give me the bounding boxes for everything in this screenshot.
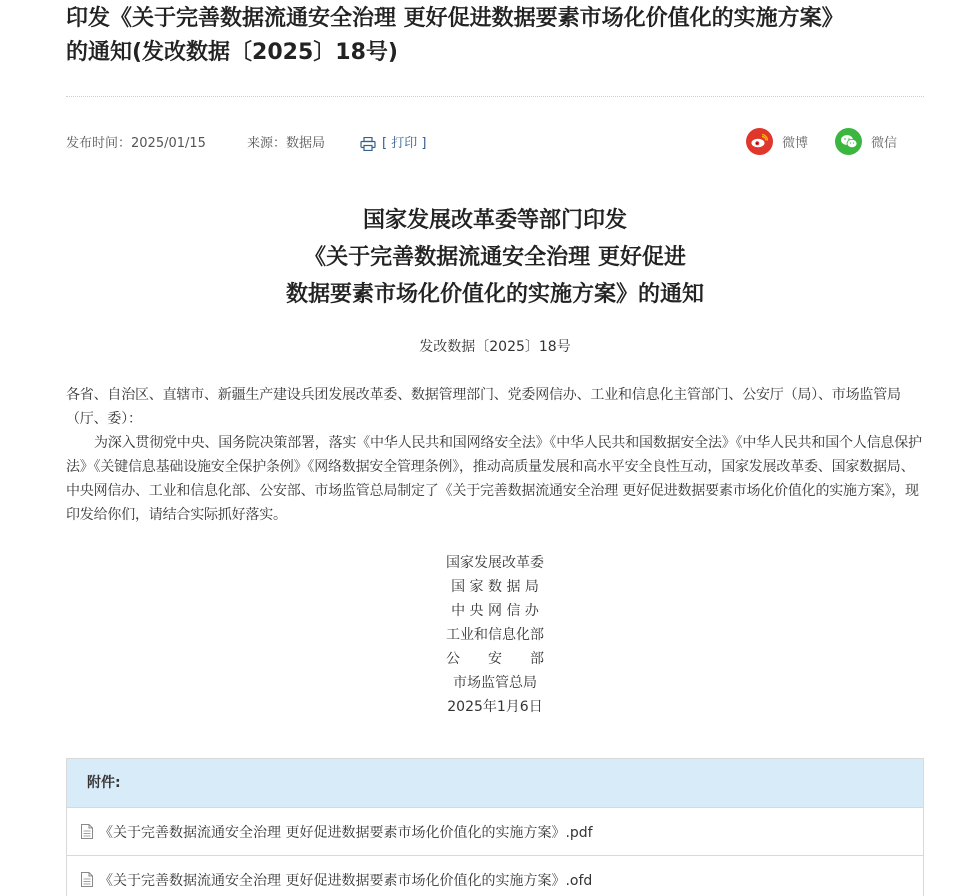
print-button[interactable]	[360, 134, 426, 154]
document-number: 发改数据〔2025〕18号	[419, 339, 571, 355]
header-divider	[66, 96, 924, 97]
document-addressee: 各省、自治区、直辖市、新疆生产建设兵团发展改革委、数据管理部门、党委网信办、工业和信息化主管部门、公安厅（局）、市场监管局（厅、委）：	[66, 387, 901, 427]
signatory: 中 央 网 信 办	[451, 603, 539, 619]
weibo-label: 微博	[782, 135, 809, 151]
file-icon	[81, 872, 93, 887]
file-icon	[81, 824, 93, 839]
signatory: 国家发展改革委	[446, 555, 544, 571]
attachments-header: 附件:	[67, 759, 923, 807]
share-weibo-button[interactable]	[746, 127, 808, 155]
headline-line-1: 印发《关于完善数据流通安全治理 更好促进数据要素市场化价值化的实施方案》	[66, 6, 844, 31]
document-title-line: 数据要素市场化价值化的实施方案》的通知	[285, 282, 704, 307]
document-title-line: 《关于完善数据流通安全治理 更好促进	[304, 245, 686, 270]
wechat-icon	[835, 128, 862, 155]
wechat-label: 微信	[871, 135, 898, 151]
document-title	[66, 202, 924, 313]
attachment-filename: 《关于完善数据流通安全治理 更好促进数据要素市场化价值化的实施方案》.pdf	[99, 824, 593, 841]
print-icon	[360, 137, 376, 151]
attachment-filename: 《关于完善数据流通安全治理 更好促进数据要素市场化价值化的实施方案》.ofd	[99, 872, 593, 889]
attachment-link-pdf[interactable]	[67, 807, 923, 855]
headline-line-2: 的通知(发改数据〔2025〕18号)	[66, 40, 398, 65]
document-title-line: 国家发展改革委等部门印发	[362, 208, 627, 233]
document-signatories	[395, 551, 595, 719]
attachment-link-ofd[interactable]	[67, 855, 923, 896]
share-wechat-button[interactable]	[835, 127, 897, 155]
article-source: 来源：数据局	[247, 136, 326, 151]
signatory: 市场监管总局	[453, 675, 537, 691]
document-body-paragraph: 为深入贯彻党中央、国务院决策部署，落实《中华人民共和国网络安全法》《中华人民共和国数据安全法》《中华人民共和国个人信息保护法》《关键信息基础设施安全保护条例》《网络数据安全管理条例》，推动高质量发展和高水平安全良性互动，国家发展改革委、国家数据局、中央网信办、工业和信息化部、公安部、市场监管总局制定了《关于完善数据流通安全治理 更好促进数据要素市场化价值化的实施方案》，现印发给你们，请结合实际抓好落实。	[66, 435, 922, 523]
weibo-icon	[746, 128, 773, 155]
print-label: [ 打印 ]	[382, 136, 427, 151]
publish-date: 发布时间：2025/01/15	[66, 136, 206, 151]
attachments-box	[66, 758, 924, 896]
signatory: 工业和信息化部	[446, 627, 544, 643]
signatory: 公 安 部	[446, 651, 544, 667]
sign-date: 2025年1月6日	[447, 699, 543, 715]
signatory: 国 家 数 据 局	[451, 579, 539, 595]
article-headline	[66, 2, 926, 70]
